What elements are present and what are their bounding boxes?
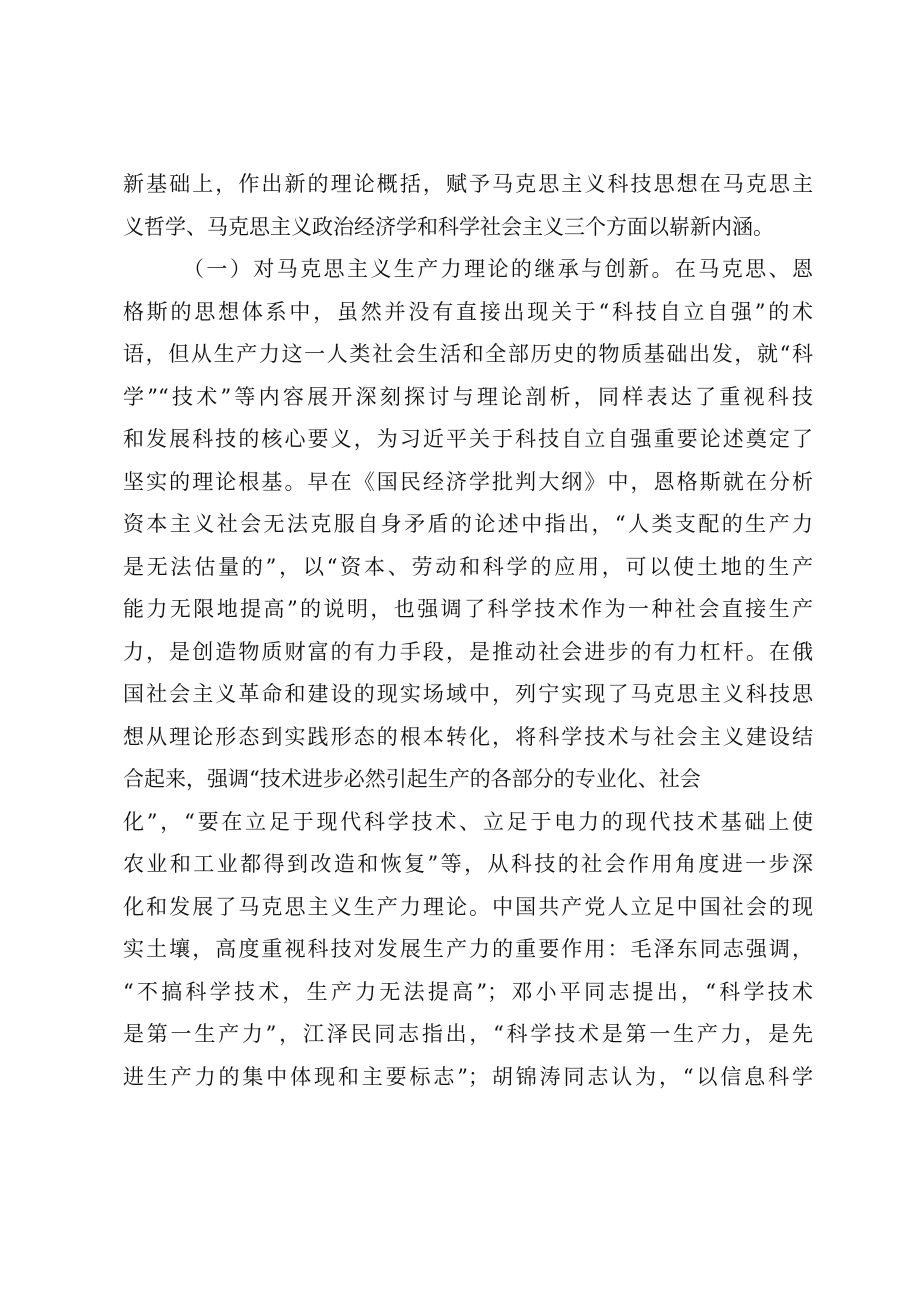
text-line: 义哲学、马克思主义政治经济学和科学社会主义三个方面以崭新内涵。: [123, 214, 774, 239]
section-heading-line: （一）对马克思主义生产力理论的继承与创新。在马克思、恩: [183, 257, 813, 281]
text-line: 新基础上，作出新的理论概括，赋予马克思主义科技思想在马克思主: [123, 172, 813, 196]
text-line: 坚实的理论根基。早在《国民经济学批判大纲》中，恩格斯就在分析: [123, 469, 813, 494]
text-line: 学”“技术”等内容展开深刻探讨与理论剖析，同样表达了重视科技: [123, 384, 813, 409]
text-line: 化和发展了马克思主义生产力理论。中国共产党人立足中国社会的现: [123, 894, 813, 919]
text-line: 农业和工业都得到改造和恢复”等，从科技的社会作用角度进一步深: [123, 852, 813, 876]
text-line: 实土壤，高度重视科技对发展生产力的重要作用：毛泽东同志强调，: [123, 937, 813, 961]
text-line: 语，但从生产力这一人类社会生活和全部历史的物质基础出发，就“科: [123, 342, 813, 366]
text-line: 资本主义社会无法克服自身矛盾的论述中指出，“人类支配的生产力: [123, 512, 813, 536]
text-line: 国社会主义革命和建设的现实场域中，列宁实现了马克思主义科技思: [123, 682, 813, 706]
text-line: 是第一生产力”，江泽民同志指出，“科学技术是第一生产力，是先: [123, 1022, 813, 1046]
text-line: 进生产力的集中体现和主要标志”；胡锦涛同志认为，“以信息科学: [123, 1064, 813, 1089]
text-line: 是无法估量的”，以“资本、劳动和科学的应用，可以使土地的生产: [123, 554, 813, 579]
text-line: “不搞科学技术，生产力无法提高”；邓小平同志提出，“科学技术: [123, 979, 813, 1004]
text-line: 力，是创造物质财富的有力手段，是推动社会进步的有力杠杆。在俄: [123, 639, 813, 664]
body-text: [123, 163, 813, 1098]
text-line: 化”，“要在立足于现代科学技术、立足于电力的现代技术基础上使: [123, 809, 813, 834]
text-line: 合起来，强调“技术进步必然引起生产的各部分的专业化、社会: [123, 767, 701, 791]
text-line: 和发展科技的核心要义，为习近平关于科技自立自强重要论述奠定了: [123, 427, 813, 451]
text-line: 想从理论形态到实践形态的根本转化，将科学技术与社会主义建设结: [123, 724, 813, 749]
text-line: 格斯的思想体系中，虽然并没有直接出现关于“科技自立自强”的术: [123, 299, 813, 324]
text-line: 能力无限地提高”的说明，也强调了科学技术作为一种社会直接生产: [123, 597, 813, 621]
